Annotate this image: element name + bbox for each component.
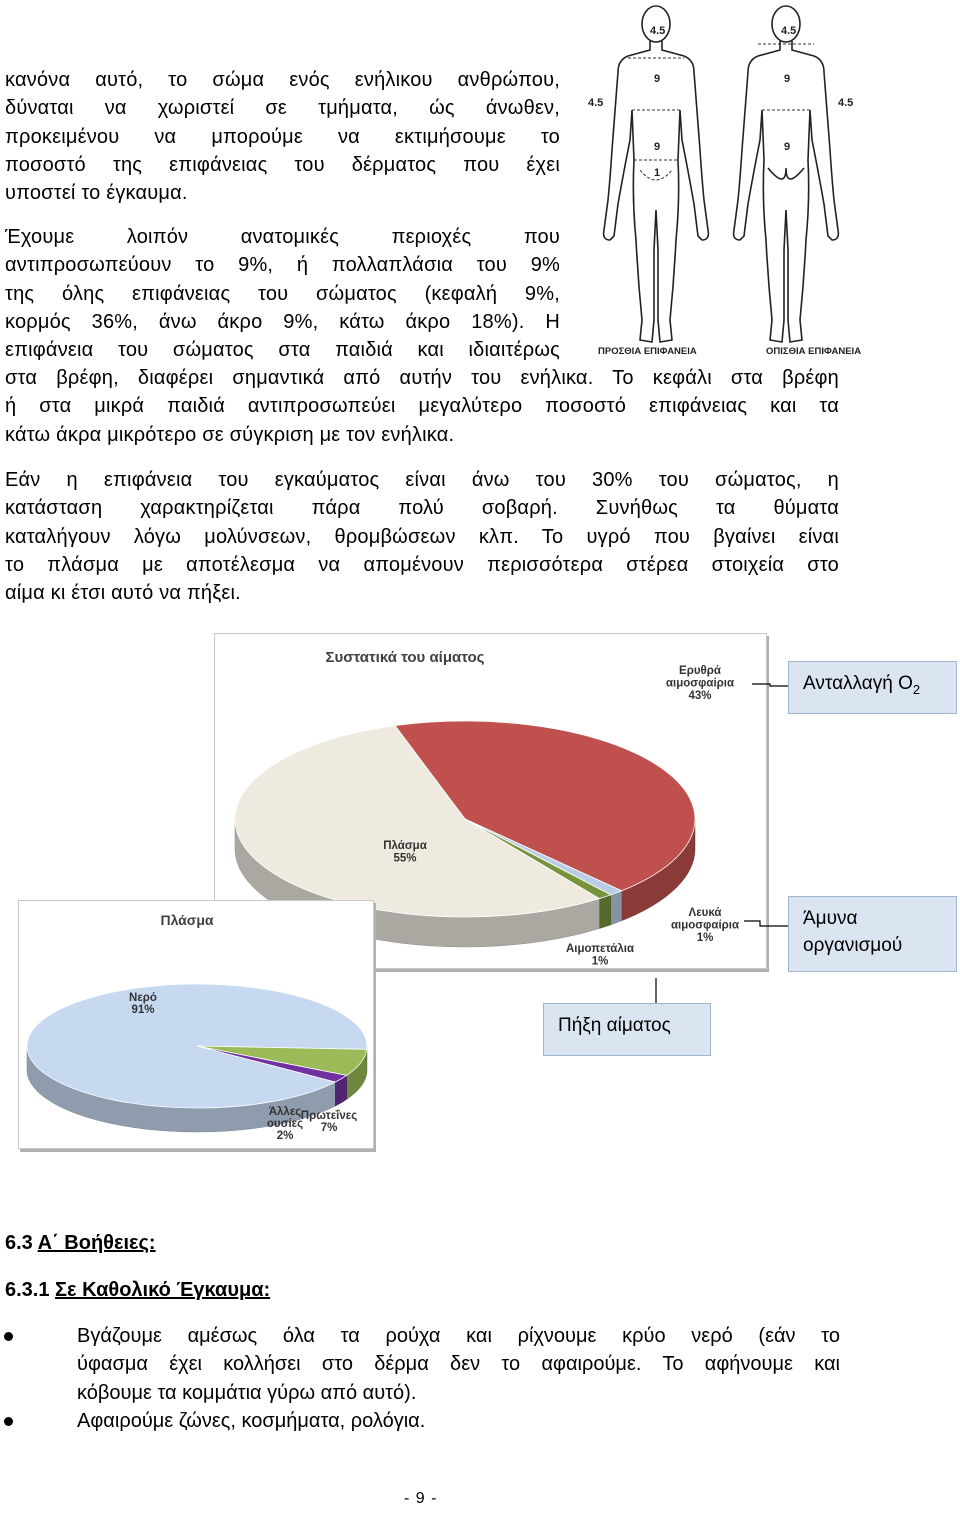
text-line: ή στα μικρά παιδιά αντιπροσωπεύει μεγαλύτερο ποσοστό επιφάνειας και τα bbox=[5, 395, 839, 418]
text-line: υποστεί το έγκαυμα. bbox=[5, 182, 188, 205]
text-line: δύναται να χωριστεί σε τμήματα, ώς άνωθεν, bbox=[5, 97, 560, 120]
text-line: αίμα κι έτσι αυτό να πήξει. bbox=[5, 582, 241, 605]
text-line: το πλάσμα με αποτέλεσμα να απομένουν περισσότερα στέρεα στοιχεία στο bbox=[5, 553, 839, 576]
section-title: Α΄ Βοήθειες: bbox=[37, 1232, 156, 1254]
text-line: αντιπροσωπεύουν το 9%, ή πολλαπλάσια του 9% bbox=[5, 254, 560, 277]
callout-oxygen-exchange bbox=[788, 661, 957, 714]
text-line: κορμός 36%, άνω άκρο 9%, κάτω άκρο 18%). Η bbox=[5, 310, 560, 333]
callout-text: Άμυνα bbox=[803, 908, 858, 929]
chart-title: Συστατικά του αίματος bbox=[325, 649, 485, 666]
slice-label: Νερό 91% bbox=[129, 992, 157, 1016]
first-aid-list bbox=[0, 1322, 900, 1435]
text-line: καταλήγουν λόγω μολύνσεων, θρομβώσεων κλπ. Το υγρό που βγαίνει είναι bbox=[5, 525, 839, 548]
section-title: Σε Καθολικό Έγκαυμα: bbox=[55, 1279, 271, 1301]
section-heading-6-3-1 bbox=[5, 1276, 270, 1304]
back-caption: ΟΠΙΣΘΙΑ ΕΠΙΦΑΝΕΙΑ bbox=[766, 346, 862, 357]
callout-text: οργανισμού bbox=[803, 935, 903, 956]
arm-back-value: 4.5 bbox=[838, 97, 854, 109]
list-item bbox=[0, 1322, 840, 1407]
callout-text: Πήξη αίματος bbox=[558, 1015, 671, 1036]
text-line: ύφασμα έχει κολλήσει στο δέρμα δεν το αφαιρούμε. Το αφήνουμε και bbox=[77, 1353, 840, 1376]
genital-value: 1 bbox=[654, 167, 661, 179]
slice-label: Πρωτεΐνες 7% bbox=[300, 1110, 358, 1134]
text-line: προκειμένου να μπορούμε να εκτιμήσουμε το bbox=[5, 125, 560, 148]
bullet-icon bbox=[4, 1332, 13, 1341]
text-line: ποσοστό της επιφάνειας του δέρματος που έχει bbox=[5, 153, 560, 176]
callout-clotting bbox=[543, 1003, 711, 1056]
front-caption: ΠΡΟΣΘΙΑ ΕΠΙΦΑΝΕΙΑ bbox=[598, 346, 697, 357]
trunk-front-lower-value: 9 bbox=[654, 141, 661, 153]
trunk-back-upper-value: 9 bbox=[784, 73, 791, 85]
slice-label: Άλλες ουσίες 2% bbox=[266, 1106, 304, 1142]
trunk-front-upper-value: 9 bbox=[654, 73, 661, 85]
head-front-value: 4.5 bbox=[650, 25, 666, 37]
bullet-icon bbox=[4, 1417, 13, 1426]
slice-label: Λευκά αιμοσφαίρια 1% bbox=[670, 907, 740, 944]
slice-label: Πλάσμα 55% bbox=[383, 840, 427, 865]
text-line: Έχουμε λοιπόν ανατομικές περιοχές που bbox=[5, 226, 560, 248]
text-line: επιφάνεια του σώματος στα παιδιά και ιδιαιτέρως bbox=[5, 339, 560, 362]
connector-o2 bbox=[752, 684, 788, 686]
text-line: της όλης επιφάνειας του σώματος (κεφαλή 9%, bbox=[5, 282, 560, 305]
text-line: κάτω άκρα μικρότερο σε σύγκριση με τον ενήλικα. bbox=[5, 423, 455, 446]
connector-immunity bbox=[744, 921, 788, 926]
text-line: στα βρέφη, διαφέρει σημαντικά από αυτήν του ενήλικα. Το κεφάλι στα βρέφη bbox=[5, 367, 839, 389]
text-line: Αφαιρούμε ζώνες, κοσμήματα, ρολόγια. bbox=[77, 1409, 426, 1432]
section-number: 6.3 bbox=[5, 1232, 33, 1254]
list-item bbox=[0, 1407, 840, 1435]
text-line: Εάν η επιφάνεια του εγκαύματος είναι άνω του 30% του σώματος, η bbox=[5, 469, 839, 491]
page-number: - 9 - bbox=[404, 1490, 438, 1507]
chart-title: Πλάσμα bbox=[160, 912, 214, 928]
text-line: κατάσταση χαρακτηρίζεται πάρα πολύ σοβαρή. Συνήθως τα θύματα bbox=[5, 497, 839, 520]
text-line: κανόνα αυτό, το σώμα ενός ενήλικου ανθρώπου, bbox=[5, 69, 560, 91]
callout-immunity bbox=[788, 896, 957, 972]
head-back-value: 4.5 bbox=[781, 25, 797, 37]
section-heading-6-3 bbox=[5, 1229, 156, 1257]
section-number: 6.3.1 bbox=[5, 1279, 50, 1301]
slice-label: Αιμοπετάλια 1% bbox=[565, 943, 635, 968]
callout-subscript: 2 bbox=[912, 681, 921, 697]
text-line: κόβουμε τα κομμάτια γύρω από αυτό). bbox=[77, 1381, 417, 1404]
arm-front-value: 4.5 bbox=[588, 97, 604, 109]
callout-text: Ανταλλαγή O bbox=[803, 673, 913, 694]
text-line: Βγάζουμε αμέσως όλα τα ρούχα και ρίχνουμε κρύο νερό (εάν το bbox=[77, 1325, 840, 1347]
trunk-back-lower-value: 9 bbox=[784, 141, 791, 153]
slice-label: Ερυθρά αιμοσφαίρια 43% bbox=[665, 665, 735, 702]
